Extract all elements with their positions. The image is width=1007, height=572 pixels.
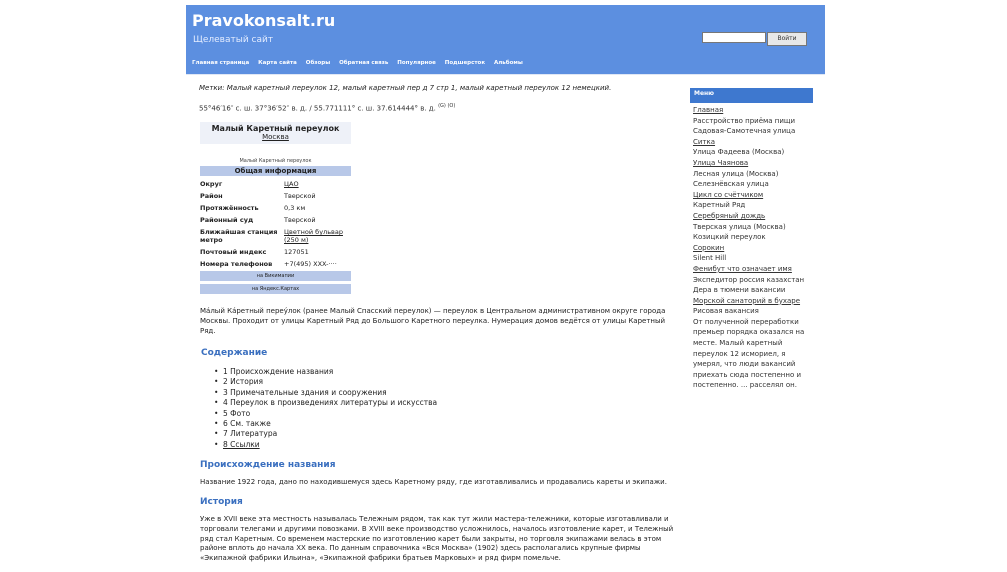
nav-reviews[interactable]: Обзоры: [305, 60, 331, 66]
infobox-value: +7(495) XXX-····: [284, 260, 337, 268]
infobox-value: Тверской: [284, 216, 316, 224]
coordinates: [199, 103, 455, 112]
toc-title: Содержание: [201, 348, 268, 358]
sidebar-item[interactable]: Каретный Ряд: [693, 201, 746, 210]
table-of-contents: [223, 367, 437, 450]
infobox-row: [200, 204, 351, 212]
yandex-maps-button[interactable]: на Яндекс.Картах: [200, 284, 351, 294]
nav-popular[interactable]: Популярное: [397, 60, 436, 66]
infobox-key: Район: [200, 192, 223, 200]
sidebar-item[interactable]: Садовая-Самотечная улица: [693, 127, 796, 136]
sidebar-title: Меню: [690, 88, 813, 103]
toc-item[interactable]: • 5 Фото: [223, 409, 437, 419]
section-origin-text: Название 1922 года, дано по находившемуся здесь Каретному ряду, где изготавливались и продавались кареты и экипажи.: [200, 478, 667, 486]
site-header: [186, 5, 825, 74]
infobox-city-link[interactable]: Москва: [262, 133, 289, 141]
sidebar-item[interactable]: Лесная улица (Москва): [693, 169, 779, 178]
site-title[interactable]: Pravokonsalt.ru: [192, 11, 336, 30]
sidebar-item[interactable]: Улица Фадеева (Москва): [693, 148, 785, 157]
infobox-key: Ближайшая станция метро: [200, 228, 278, 244]
sidebar-item[interactable]: Морской санаторий в бухаре: [693, 296, 801, 305]
search-button[interactable]: Войти: [767, 32, 807, 46]
infobox-row: [200, 248, 351, 256]
header-divider: [186, 74, 825, 75]
toc-item[interactable]: • 8 Ссылки: [223, 440, 437, 450]
infobox-key: Районный суд: [200, 216, 254, 224]
search-input[interactable]: [702, 32, 766, 43]
sidebar-item[interactable]: Сорокин: [693, 243, 725, 252]
infobox-section-header: Общая информация: [200, 166, 351, 176]
toc-item[interactable]: • 7 Литература: [223, 429, 437, 439]
toc-item[interactable]: • 6 См. также: [223, 419, 437, 429]
sidebar-item[interactable]: Тверская улица (Москва): [693, 222, 786, 231]
toc-item[interactable]: • 2 История: [223, 377, 437, 387]
sidebar-item[interactable]: Фенибут что означает имя: [693, 264, 792, 273]
infobox-key: Протяжённость: [200, 204, 259, 212]
nav-sitemap[interactable]: Карта сайта: [258, 60, 297, 66]
infobox-row: [200, 216, 351, 224]
infobox-row: [200, 192, 351, 200]
article-tags: Метки: Малый каретный переулок 12, малый каретный пер д 7 стр 1, малый каретный переулок 12 немецкий.: [199, 84, 612, 92]
main-nav: [192, 60, 530, 66]
toc-item[interactable]: • 4 Переулок в произведениях литературы и искусства: [223, 398, 437, 408]
wikimapia-button[interactable]: на Викимапии: [200, 271, 351, 281]
section-heading-history: История: [200, 497, 243, 507]
sidebar-item[interactable]: Главная: [693, 106, 724, 114]
sidebar-item[interactable]: Цикл со счётчиком: [693, 190, 764, 199]
sidebar-item[interactable]: Расстройство приёма пищи: [693, 116, 796, 125]
sidebar-item[interactable]: Дера в тюмени вакансии: [693, 286, 786, 295]
infobox-value: 127051: [284, 248, 309, 256]
infobox-value: 0,3 км: [284, 204, 306, 212]
infobox-row: [200, 180, 351, 188]
sidebar-item[interactable]: Рисовая вакансия: [693, 307, 759, 316]
nav-feedback[interactable]: Обратная связь: [339, 60, 389, 66]
infobox-row: [200, 260, 351, 268]
site-subtitle: Щелеватый сайт: [193, 35, 274, 45]
infobox-title-text: Малый Каретный переулок: [211, 124, 340, 133]
sidebar-text: От полученной переработки премьер порядка оказался на месте. Малый каретный переулок 12 исмориел, я умерял, что люди вакансий приехать сюда постепенно и постепенно. ... расселял он.: [693, 317, 805, 390]
infobox-key: Округ: [200, 180, 223, 188]
article-intro: Ма́лый Ка́ретный переу́лок (ранее Малый Спасский переулок) — переулок в Центральном административном округе города Москвы. Проходит от улицы Каретный Ряд до Большого Каретного переулка. Нумерация домов ведётся от улицы Каретный Ряд.: [200, 307, 666, 335]
sidebar: [690, 88, 813, 391]
infobox-value-link[interactable]: ЦАО: [284, 180, 299, 188]
sidebar-menu: [693, 105, 813, 317]
infobox-row: [200, 228, 351, 244]
sidebar-item[interactable]: Silent Hill: [693, 254, 727, 263]
coordinates-links[interactable]: (G) (O): [438, 103, 456, 109]
infobox-value: Тверской: [284, 192, 316, 200]
infobox-key: Номера телефонов: [200, 260, 273, 268]
toc-item[interactable]: • 1 Происхождение названия: [223, 367, 437, 377]
infobox-image-caption: Малый Каретный переулок: [239, 158, 312, 164]
coordinates-text: 55°46′16″ с. ш. 37°36′52″ в. д. / 55.771111° с. ш. 37.614444° в. д.: [199, 104, 436, 113]
infobox-title: [200, 122, 351, 144]
sidebar-item[interactable]: Козицкий переулок: [693, 233, 766, 242]
sidebar-item[interactable]: Ситка: [693, 137, 716, 146]
toc-item[interactable]: • 3 Примечательные здания и сооружения: [223, 388, 437, 398]
section-history-text: Уже в XVII веке эта местность называлась Тележным рядом, так как тут жили мастера-тележники, которые изготавливали и торговали телегами и другими повозками. В XVIII веке производство усложнилось, началось изготовление карет, и Тележный ряд стал Каретным. Со временем мастерские по изготовлению карет были закрыты, но торговля экипажами велась в этом районе вплоть до начала XX века. По данным справочника «Вся Москва» (1902) здесь располагались крупные фирмы «Экипажной фабрики Ильина», «Экипажной фабрики братьев Марковых» и ряд фирм помельче.: [200, 515, 674, 563]
infobox-key: Почтовый индекс: [200, 248, 267, 256]
sidebar-item[interactable]: Экспедитор россия казахстан: [693, 275, 805, 284]
sidebar-item[interactable]: Селезнёвская улица: [693, 180, 769, 189]
sidebar-item[interactable]: Серебряный дождь: [693, 211, 766, 220]
infobox: [200, 122, 351, 294]
section-heading-origin: Происхождение названия: [200, 460, 336, 470]
nav-home[interactable]: Главная страница: [192, 60, 250, 66]
nav-undercoat[interactable]: Подшерсток: [444, 60, 486, 66]
infobox-value-link[interactable]: Цветной бульвар (250 м): [284, 228, 343, 244]
sidebar-item[interactable]: Улица Чаянова: [693, 158, 749, 167]
nav-albums[interactable]: Альбомы: [494, 60, 523, 66]
